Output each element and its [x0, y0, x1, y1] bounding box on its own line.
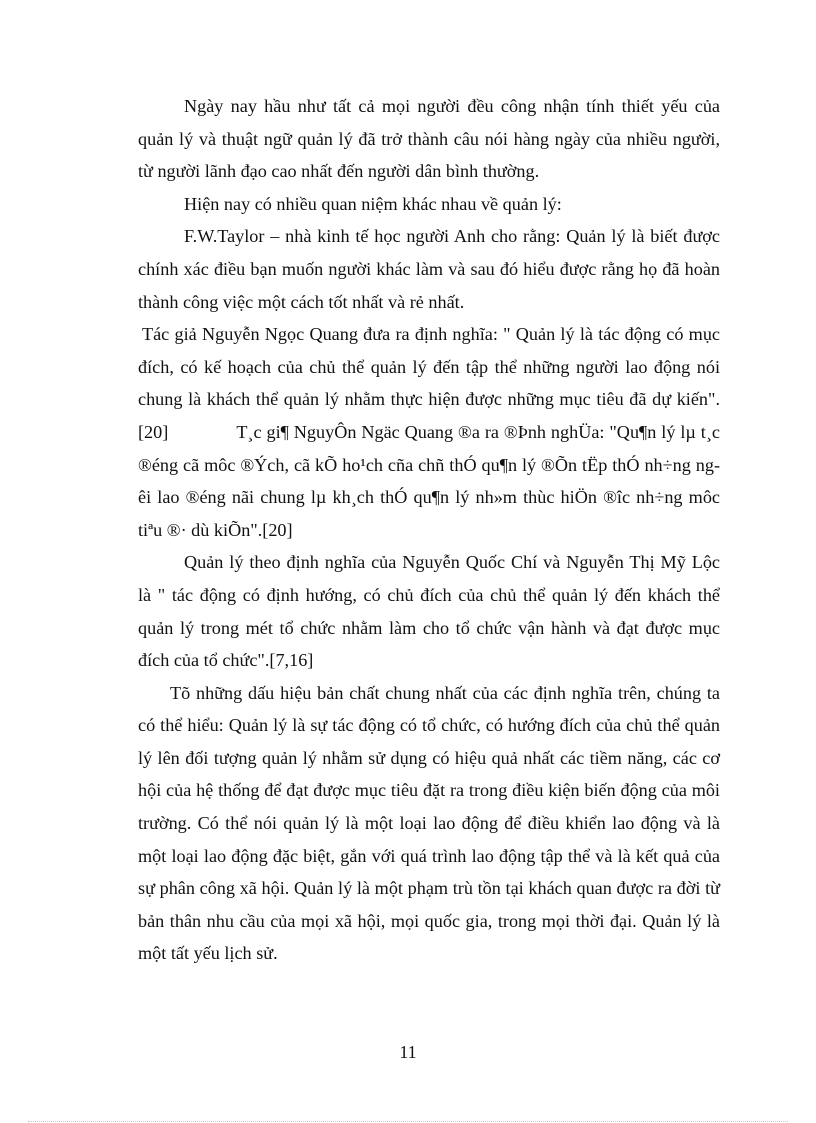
- footer-dotted-rule: [28, 1121, 788, 1122]
- paragraph-concepts-intro: Hiện nay có nhiều quan niệm khác nhau về quản lý:: [184, 193, 562, 214]
- paragraph-taylor-definition: F.W.Taylor – nhà kinh tế học người Anh cho rằng: Quản lý là biết được chính xác điều bạn muốn người khác làm và sau đó hiểu được rằng họ đã hoàn thành công việc một cách tốt nhất và rẻ nhất.: [138, 226, 720, 312]
- page-number: 11: [399, 1042, 417, 1062]
- quang-definition-unicode: Tác giả Nguyễn Ngọc Quang đưa ra định nghĩa: " Quản lý là tác động có mục đích, có kế hoạch của chủ thể quản lý đến tập thể những người lao động nói chung là khách thể quản lý nhằm thực hiện được những mục tiêu đã dự kiến".[20]: [138, 324, 720, 442]
- quang-definition-legacy-encoded: T¸c gi¶ NguyÔn Ngäc Quang ®a ra ®Þnh nghÜa: "Qu¶n lý lµ t¸c ®éng cã môc ®Ých, cã kÕ ho¹ch cña chñ thÓ qu¶n lý ®Õn tËp thÓ nh÷ng ngêi lao ®éng nãi chung lµ kh¸ch thÓ qu¶n lý nh»m thùc hiÖn ®îc nh÷ng môc tiªu ®· dù kiÕn".[20]: [138, 421, 720, 540]
- document-body: [138, 90, 720, 970]
- paragraph-quang-definition: [138, 318, 720, 546]
- paragraph-synthesis: Tõ những dấu hiệu bản chất chung nhất của các định nghĩa trên, chúng ta có thể hiểu: Quản lý là sự tác động có tổ chức, có hướng đích của chủ thể quản lý lên đối tượng quản lý nhằm sử dụng có hiệu quả nhất các tiềm năng, các cơ hội của hệ thống để đạt được mục tiêu đặt ra trong điều kiện biến động của môi trường. Có thể nói quản lý là một loại lao động để điều khiển lao động và là một loại lao động đặc biệt, gắn với quá trình lao động tập thể và là kết quả của sự phân công xã hội. Quản lý là một phạm trù tồn tại khách quan được ra đời từ bản thân nhu cầu của mọi xã hội, mọi quốc gia, trong mọi thời đại. Quản lý là một tất yếu lịch sử.: [138, 682, 720, 964]
- paragraph-management-recognition: Ngày nay hầu như tất cả mọi người đều công nhận tính thiết yếu của quản lý và thuật ngữ quản lý đã trở thành câu nói hàng ngày của nhiều người, từ người lãnh đạo cao nhất đến người dân bình thường.: [138, 96, 720, 182]
- paragraph-chi-loc-definition: Quản lý theo định nghĩa của Nguyễn Quốc Chí và Nguyễn Thị Mỹ Lộc là " tác động có định hướng, có chủ đích của chủ thể quản lý đến khách thể quản lý trong mét tổ chức nhằm làm cho tổ chức vận hành và đạt được mục đích của tổ chức".[7,16]: [138, 552, 720, 671]
